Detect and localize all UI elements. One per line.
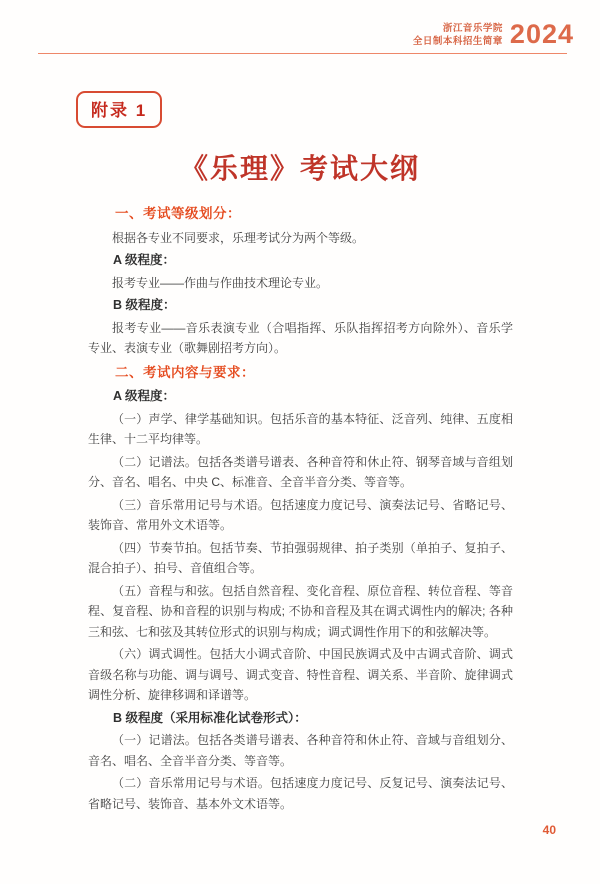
header-divider — [38, 53, 567, 54]
page-header — [413, 21, 574, 48]
paragraph: （一）记谱法。包括各类谱号谱表、各种音符和休止符、音域与音组划分、音名、唱名、全音半音分类、等音等。 — [88, 733, 513, 768]
appendix-badge: 附录 1 — [76, 91, 162, 128]
paragraph: 根据各专业不同要求，乐理考试分为两个等级。 — [112, 230, 365, 245]
paragraph: （四）节奏节拍。包括节奏、节拍强弱规律、拍子类别（单拍子、复拍子、混合拍子）、拍号、音值组合等。 — [88, 540, 513, 575]
header-year: 2024 — [509, 19, 574, 49]
page-number: 40 — [542, 823, 556, 837]
section-heading: 一、考试等级划分： — [115, 206, 241, 221]
subhead: B 级程度（采用标准化试卷形式）： — [113, 710, 307, 725]
paragraph: （五）音程与和弦。包括自然音程、变化音程、原位音程、转位音程、等音程、复音程、协和音程的识别与构成; 不协和音程及其在调式调性内的解决; 各种三和弦、七和弦及其转位形式的识别与构成；调式调性作用下的和弦解决等。 — [88, 583, 513, 639]
paragraph: （二）记谱法。包括各类谱号谱表、各种音符和休止符、钢琴音域与音组划分、音名、唱名、中央 C、标准音、全音半音分类、等音等。 — [88, 454, 513, 489]
subhead: A 级程度： — [113, 389, 176, 403]
content — [88, 200, 513, 816]
document-title: 《乐理》考试大纲 — [179, 153, 420, 184]
paragraph: 报考专业——作曲与作曲技术理论专业。 — [112, 275, 329, 290]
subhead: A 级程度： — [113, 253, 176, 267]
header-brochure-title — [413, 22, 503, 48]
header-brochure-line: 全日制本科招生简章 — [412, 35, 503, 47]
paragraph: （六）调式调性。包括大小调式音阶、中国民族调式及中古调式音阶、调式音级名称与功能、调与调号、调式变音、特性音程、调关系、半音阶、旋律调式调性分析、旋律移调和译谱等。 — [88, 647, 513, 702]
paragraph: （三）音乐常用记号与术语。包括速度力度记号、演奏法记号、省略记号、装饰音、常用外文术语等。 — [88, 497, 513, 532]
paragraph: （二）音乐常用记号与术语。包括速度力度记号、反复记号、演奏法记号、省略记号、装饰音、基本外文术语等。 — [88, 776, 513, 811]
subhead: B 级程度： — [113, 298, 176, 312]
paragraph: （一）声学、律学基础知识。包括乐音的基本特征、泛音列、纯律、五度相生律、十二平均律等。 — [88, 411, 513, 446]
section-heading: 二、考试内容与要求： — [115, 364, 255, 380]
header-school-name: 浙江音乐学院 — [442, 22, 503, 34]
paragraph: 报考专业——音乐表演专业（合唱指挥、乐队指挥招考方向除外）、音乐学专业、表演专业（歌舞剧招考方向）。 — [88, 320, 513, 355]
